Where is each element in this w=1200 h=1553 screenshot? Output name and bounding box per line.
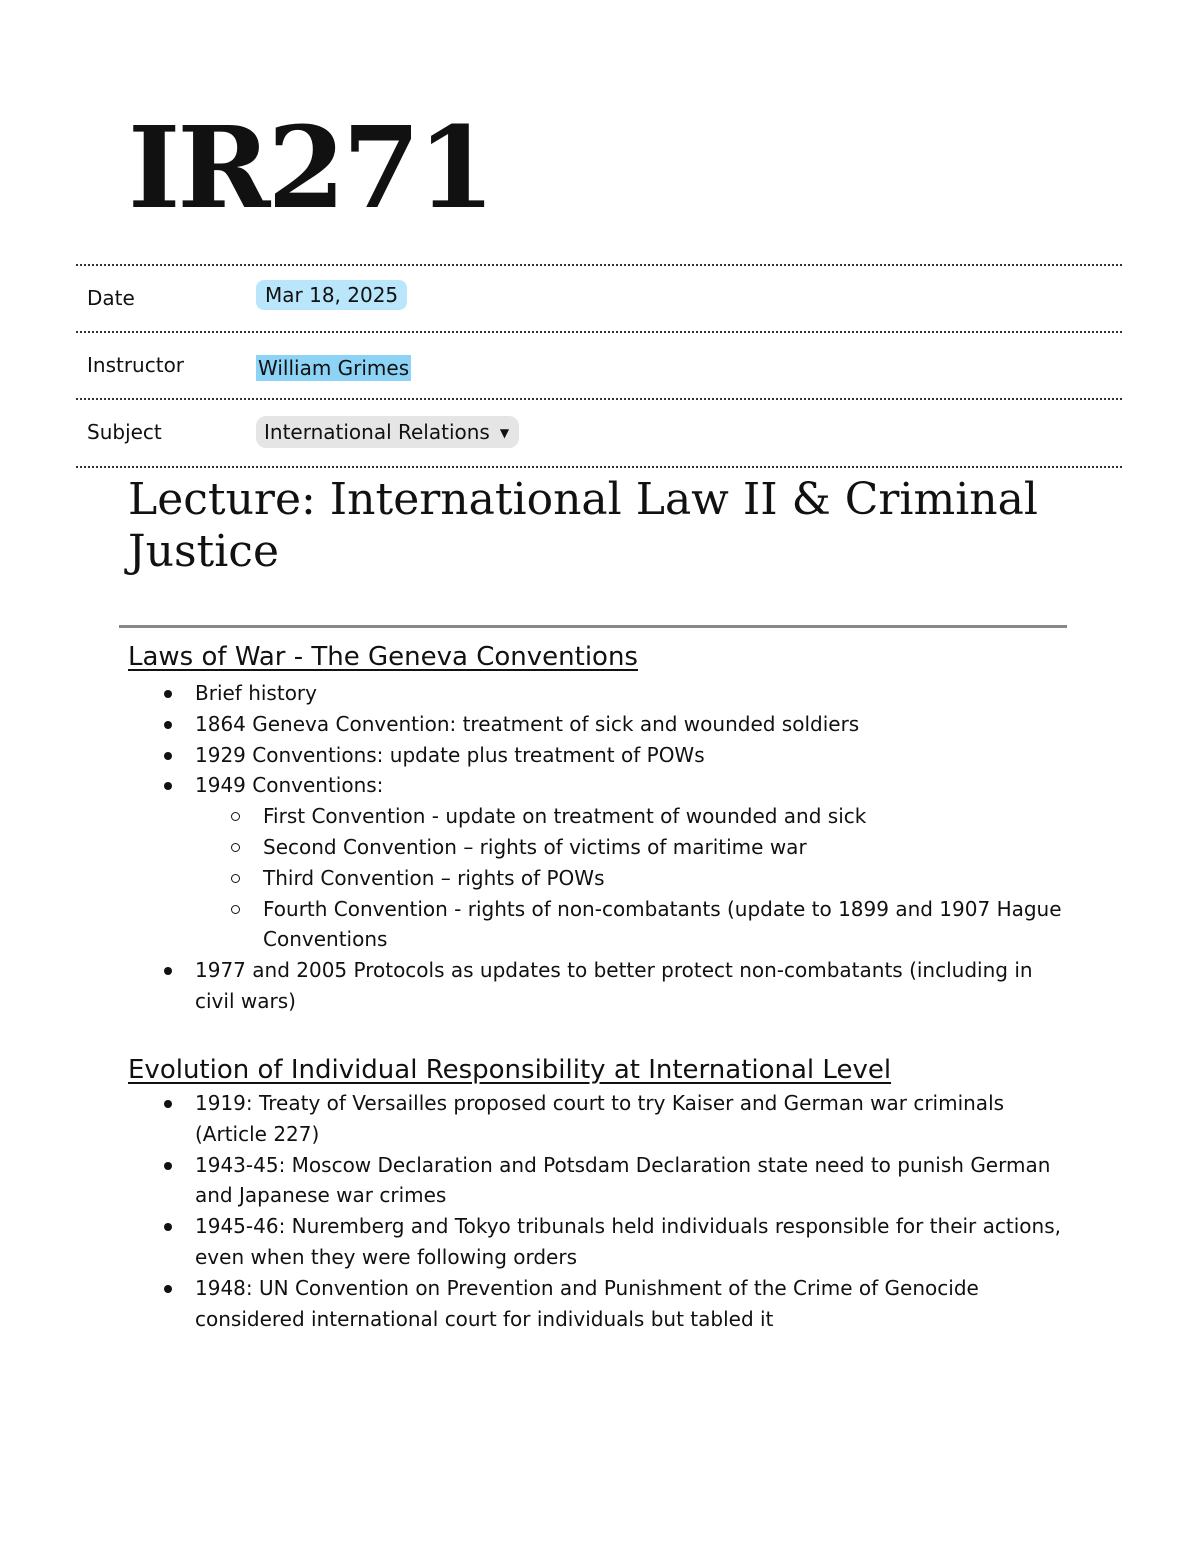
lecture-title: Lecture: International Law II & Criminal Justice [128,474,1038,577]
list-item-text: 1949 Conventions: [195,773,384,798]
sub-list-item [195,832,1078,863]
list-item [128,740,1078,771]
list-item [128,709,1078,740]
list-item [128,1150,1078,1212]
list-item [128,1273,1078,1335]
list-item-text: 1943-45: Moscow Declaration and Potsdam Declaration state need to punish German and Japanese war crimes [195,1152,1051,1208]
subject-value: International Relations [264,420,490,444]
list-item-text: 1919: Treaty of Versailles proposed court to try Kaiser and German war criminals (Article 227) [195,1091,1005,1146]
list-item-text: 1948: UN Convention on Prevention and Punishment of the Crime of Genocide considered international court for individuals but tabled it [195,1275,979,1331]
date-chip[interactable]: Mar 18, 2025 [256,280,407,310]
sub-bullet-list [195,801,1078,955]
list-item-text: 1977 and 2005 Protocols as updates to better protect non-combatants (including in civil wars) [195,958,1033,1013]
sub-list-item [195,863,1078,894]
properties-table [76,264,1122,468]
date-label: Date [87,286,135,310]
course-title: IR271 [128,103,493,234]
list-item-text: 1929 Conventions: update plus treatment of POWs [195,742,705,767]
sub-list-item [195,801,1078,832]
list-item-text: 1864 Geneva Convention: treatment of sick and wounded soldiers [195,711,860,736]
sub-list-item-text: Third Convention – rights of POWs [263,865,605,890]
property-row-instructor [76,331,1122,398]
property-row-date [76,264,1122,331]
instructor-label: Instructor [87,353,185,377]
subject-label: Subject [87,420,162,444]
caret-down-icon: ▼ [499,426,510,440]
sub-list-item-text: First Convention - update on treatment of wounded and sick [263,804,867,829]
divider [119,625,1067,628]
list-item [128,1211,1078,1273]
list-item-text: Brief history [195,681,317,705]
responsibility-bullet-list [128,1088,1078,1334]
geneva-bullet-list [128,678,1078,1017]
list-item-text: 1945-46: Nuremberg and Tokyo tribunals held individuals responsible for their actions, even when they were following orders [195,1214,1061,1269]
list-item [128,1088,1078,1150]
list-item [128,678,1078,709]
list-item [128,770,1078,955]
property-row-subject [76,398,1122,468]
sub-list-item [195,894,1078,956]
sub-list-item-text: Second Convention – rights of victims of maritime war [263,834,807,859]
list-item [128,955,1078,1017]
instructor-chip[interactable]: William Grimes [258,356,410,380]
subject-dropdown[interactable] [256,416,519,448]
section-heading-geneva: Laws of War - The Geneva Conventions [128,642,638,672]
section-heading-individual-responsibility: Evolution of Individual Responsibility at International Level [128,1055,892,1085]
sub-list-item-text: Fourth Convention - rights of non-combatants (update to 1899 and 1907 Hague Conventions [263,896,1062,952]
